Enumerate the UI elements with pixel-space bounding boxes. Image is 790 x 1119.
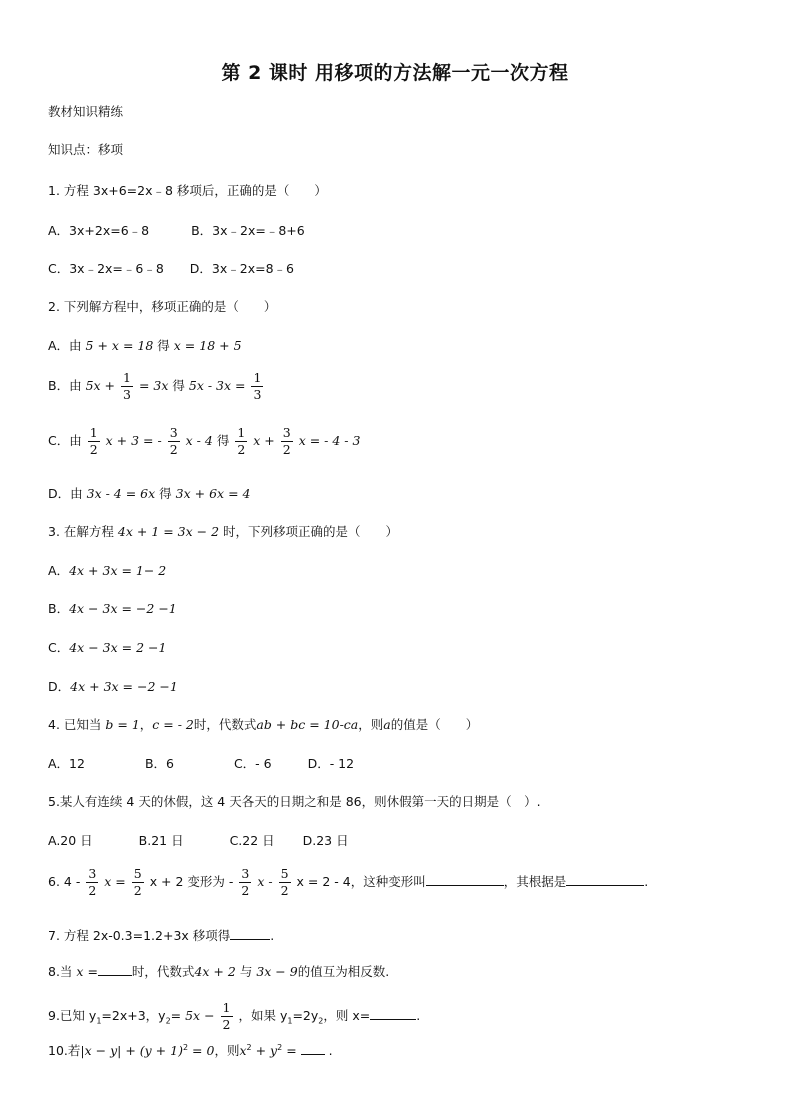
q2-a-prefix: A．由	[48, 338, 82, 353]
q7-text: 7. 方程 2x-0.3=1.2+3x 移项得	[48, 928, 231, 943]
q7-stem	[48, 927, 274, 944]
q1-option-b: B．3x﹣2x=﹣8+6	[191, 223, 305, 238]
q7-answer-blank[interactable]	[230, 927, 270, 940]
q10-end: .	[328, 1043, 333, 1059]
q6-part5: ，其根据是	[503, 874, 567, 889]
q3-d-label: D．	[48, 679, 71, 694]
q3-c-label: C．	[48, 640, 70, 655]
q2-c-prefix: C．由	[48, 433, 82, 448]
q10-square: 2	[182, 1043, 189, 1052]
q2-a-mid: 得	[157, 338, 170, 353]
q3-option-d	[48, 679, 178, 695]
q6-part2: x + 2 变形为 -	[149, 874, 234, 889]
q9-part5: ，则 x=	[323, 1008, 371, 1023]
q6-fraction-1: $\frac{3}{2}$	[88, 866, 97, 898]
q6-part1: x =	[104, 874, 126, 889]
q5-option-b: B.21 日	[138, 833, 184, 848]
section-heading: 教材知识精练	[48, 104, 124, 119]
q3-stem-suffix: 时，下列移项正确的是（ ）	[223, 524, 399, 539]
q2-c-mid: 得	[216, 433, 230, 448]
knowledge-point: 知识点：移项	[48, 142, 124, 157]
q3-stem-equation: 4x + 1 = 3x − 2	[117, 524, 220, 539]
q2-c-fraction-2: $\frac{3}{2}$	[169, 425, 178, 457]
q4-b-eq: b = 1	[105, 717, 140, 732]
q2-b-fraction-2: $\frac{1}{3}$	[253, 370, 262, 402]
q2-b-expr2: = 3x	[138, 378, 169, 393]
q9-fraction: $\frac{1}{2}$	[222, 1000, 231, 1032]
q2-b-expr1: 5x +	[85, 378, 116, 393]
q10-answer-blank[interactable]	[301, 1042, 325, 1055]
q9-part1: =2x+3，y	[101, 1008, 166, 1023]
q2-a-expr2: x = 18 + 5	[173, 338, 242, 353]
q4-stem-1: 4. 已知当	[48, 717, 102, 732]
q10-eq0: = 0	[192, 1043, 215, 1059]
q10-equals: =	[286, 1043, 297, 1059]
q4-stem-4: 的值是（ ）	[390, 717, 479, 732]
q3-stem-prefix: 3. 在解方程	[48, 524, 114, 539]
q6-fraction-3: $\frac{3}{2}$	[241, 866, 250, 898]
q8-prefix: 8.当	[48, 964, 73, 979]
q2-d-mid: 得	[159, 486, 172, 501]
q2-option-d	[48, 486, 250, 502]
q10-prefix: 10.若	[48, 1043, 81, 1059]
q3-option-c	[48, 640, 166, 656]
q2-b-expr3: 5x - 3x =	[188, 378, 246, 393]
q2-option-a	[48, 338, 242, 354]
q2-stem: 2. 下列解方程中，移项正确的是（ ）	[48, 299, 277, 314]
q2-c-expr1: x + 3 = -	[105, 433, 162, 448]
q3-b-label: B．	[48, 601, 70, 616]
q6-answer-blank-1[interactable]	[426, 873, 504, 886]
q3-d-expr: 4x + 3x = −2 −1	[70, 679, 178, 694]
q2-b-prefix: B．由	[48, 378, 82, 393]
q10-x-square: 2	[246, 1043, 252, 1052]
q9-part4: =2y	[292, 1008, 319, 1023]
q6-prefix: 6. 4 -	[48, 874, 81, 889]
q10-mid: ，则	[214, 1043, 240, 1059]
q7-end: .	[270, 928, 275, 943]
q4-option-b: B．6	[144, 756, 174, 771]
q4-c-eq: c = - 2	[152, 717, 194, 732]
q2-c-fraction-3: $\frac{1}{2}$	[237, 425, 246, 457]
q3-option-b	[48, 601, 177, 617]
q2-b-fraction: $\frac{1}{3}$	[123, 370, 131, 402]
q9-y1-sub-2: 1	[287, 1016, 293, 1026]
q5-option-c: C.22 日	[229, 833, 275, 848]
q10-y-square: 2	[277, 1043, 283, 1052]
q9-answer-blank[interactable]	[370, 1007, 416, 1020]
q6-fraction-2: $\frac{5}{2}$	[133, 866, 142, 898]
q2-option-c	[48, 425, 360, 458]
q1-option-a: A．3x+2x=6﹣8	[48, 223, 150, 238]
q2-a-expr1: 5 + x = 18	[85, 338, 154, 353]
q4-option-c: C．- 6	[233, 756, 272, 771]
q2-c-expr2: x - 4	[185, 433, 213, 448]
q3-option-a	[48, 563, 166, 579]
page-title: 第 2 课时 用移项的方法解一元一次方程	[221, 62, 569, 84]
q5-option-a: A.20 日	[48, 833, 93, 848]
q9-part3: ，如果 y	[238, 1008, 288, 1023]
q3-b-expr: 4x − 3x = −2 −1	[69, 601, 177, 616]
q2-b-mid: 得	[172, 378, 185, 393]
q4-stem-3: ，则	[358, 717, 384, 732]
q8-mid: 时，代数式	[131, 964, 195, 979]
q4-stem-2: 时，代数式	[193, 717, 257, 732]
q8-stem	[48, 963, 389, 980]
q4-a-var: a	[383, 717, 391, 732]
q4-options	[48, 756, 354, 772]
q6-fraction-4: $\frac{5}{2}$	[280, 866, 289, 898]
q4-option-a: A．12	[48, 756, 85, 771]
q6-part3: x -	[257, 874, 273, 889]
q10-x: x	[239, 1043, 247, 1059]
q1-options-row2	[48, 261, 294, 277]
q2-c-expr4: x = - 4 - 3	[298, 433, 361, 448]
q10-y: + y	[255, 1043, 278, 1059]
q2-d-prefix: D．由	[48, 486, 83, 501]
q5-stem: 5.某人有连续 4 天的休假，这 4 天各天的日期之和是 86，则休假第一天的日期是（ ）.	[48, 794, 541, 809]
q4-stem	[48, 717, 478, 733]
q6-stem	[48, 866, 648, 899]
q2-c-fraction-1: $\frac{1}{2}$	[89, 425, 98, 457]
q2-c-expr3: x +	[253, 433, 275, 448]
q3-a-expr: 4x + 3x = 1− 2	[69, 563, 167, 578]
q4-expr: ab + bc = 10-ca	[256, 717, 359, 732]
q9-stem	[48, 1000, 420, 1033]
q10-stem	[48, 1040, 333, 1059]
q4-sep: ，	[139, 717, 153, 732]
q9-part2: = 5x −	[170, 1008, 215, 1023]
q8-answer-blank[interactable]	[98, 963, 132, 976]
q3-stem	[48, 524, 398, 540]
q4-option-d: D．- 12	[307, 756, 355, 771]
q9-y2-sub: 2	[165, 1016, 171, 1026]
q2-c-fraction-4: $\frac{3}{2}$	[282, 425, 291, 457]
q3-a-label: A．	[48, 563, 70, 578]
q3-c-expr: 4x − 3x = 2 −1	[69, 640, 167, 655]
q10-expr: |x − y| + (y + 1)	[80, 1043, 183, 1059]
q6-part4: x = 2 - 4，这种变形叫	[296, 874, 426, 889]
q9-prefix: 9.已知 y	[48, 1008, 97, 1023]
q9-end: .	[416, 1008, 421, 1023]
q6-end: .	[644, 874, 649, 889]
q8-expr1: 4x + 2	[194, 964, 236, 979]
q5-option-d: D.23 日	[302, 833, 349, 848]
q2-option-b	[48, 370, 265, 403]
q1-options-row1	[48, 223, 305, 239]
q2-d-expr2: 3x + 6x = 4	[175, 486, 251, 501]
q8-suffix: 的值互为相反数.	[297, 964, 390, 979]
q9-y1-sub: 1	[96, 1016, 102, 1026]
q6-answer-blank-2[interactable]	[566, 873, 644, 886]
q8-expr2: 3x − 9	[256, 964, 298, 979]
q5-options	[48, 833, 349, 849]
q9-y2-sub-2: 2	[318, 1016, 324, 1026]
q2-d-expr1: 3x - 4 = 6x	[86, 486, 156, 501]
q1-option-d: D．3x﹣2x=8﹣6	[189, 261, 294, 276]
q1-option-c: C．3x﹣2x=﹣6﹣8	[48, 261, 164, 276]
q8-x-eq: x =	[76, 964, 98, 979]
q1-stem: 1. 方程 3x+6=2x﹣8 移项后，正确的是（ ）	[48, 183, 327, 198]
q8-and: 与	[239, 964, 253, 979]
